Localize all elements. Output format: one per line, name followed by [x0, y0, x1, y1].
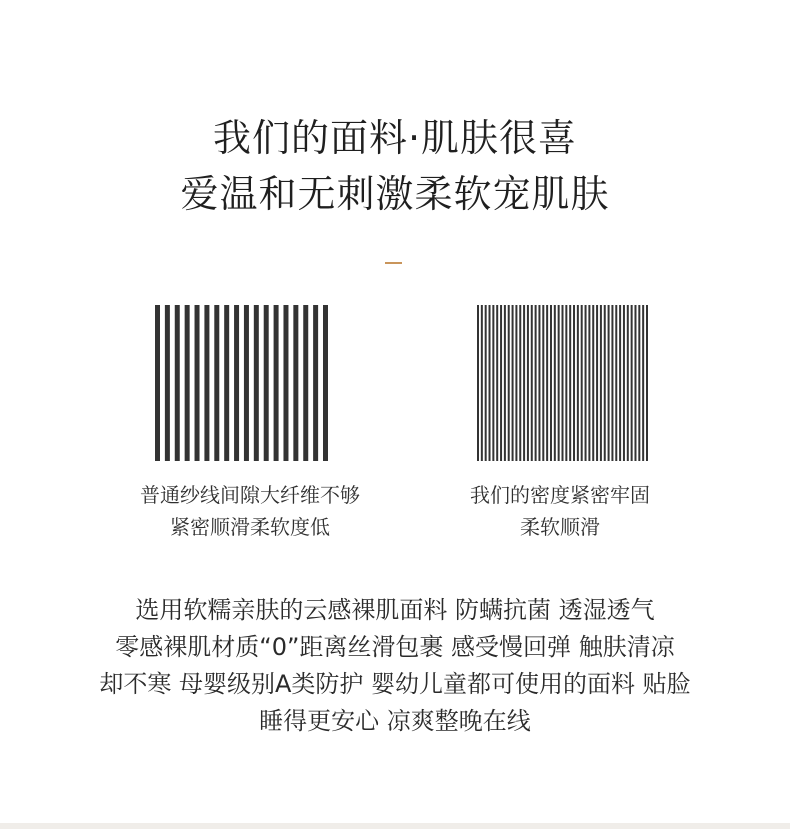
loose-weave-stripe [323, 305, 328, 461]
headline-line-2: 爱温和无刺激柔软宠肌肤 [180, 172, 610, 216]
dense-weave-stripe [485, 305, 487, 461]
loose-weave-stripe [313, 305, 318, 461]
loose-weave-stripe [175, 305, 180, 461]
description-line-3: 却不寒 母婴级别A类防护 婴幼儿童都可使用的面料 贴脸 [99, 670, 691, 698]
dense-weave-stripe [646, 305, 648, 461]
description-line-4: 睡得更安心 凉爽整晚在线 [259, 707, 531, 735]
dense-weave-stripe [527, 305, 529, 461]
dense-weave-stripe [600, 305, 602, 461]
dense-weave-stripe [569, 305, 571, 461]
dense-weave-stripe [638, 305, 640, 461]
bottom-divider-strip [0, 823, 790, 829]
loose-weave-stripe [264, 305, 269, 461]
dense-weave-stripe [554, 305, 556, 461]
dense-weave-stripe [477, 305, 479, 461]
loose-weave-stripe [224, 305, 229, 461]
loose-weave-stripe [274, 305, 279, 461]
dense-weave-stripe [523, 305, 525, 461]
dense-weave-stripe [565, 305, 567, 461]
dense-weave-stripe [634, 305, 636, 461]
loose-weave-stripe [155, 305, 160, 461]
loose-weave-caption-line-2: 紧密顺滑柔软度低 [170, 515, 330, 539]
dense-weave-stripe [535, 305, 537, 461]
dense-weave-stripe [577, 305, 579, 461]
dense-weave-stripe [592, 305, 594, 461]
dense-weave-caption-line-2: 柔软顺滑 [520, 515, 600, 539]
dense-weave-stripe [489, 305, 491, 461]
dense-weave-stripe [608, 305, 610, 461]
dense-weave-caption-line-1: 我们的密度紧密牢固 [470, 483, 650, 507]
dense-weave-stripes-icon [477, 305, 648, 461]
description-paragraph [0, 592, 790, 740]
dense-weave-stripe [508, 305, 510, 461]
dense-weave-stripe [642, 305, 644, 461]
loose-weave-stripe [185, 305, 190, 461]
dense-weave-stripe [604, 305, 606, 461]
dense-weave-stripe [596, 305, 598, 461]
dense-weave-stripe [496, 305, 498, 461]
loose-weave-stripe [244, 305, 249, 461]
dense-weave-stripe [515, 305, 517, 461]
loose-weave-stripe [303, 305, 308, 461]
accent-divider [385, 262, 402, 264]
headline-line-1: 我们的面料·肌肤很喜 [212, 116, 578, 160]
dense-weave-stripe [573, 305, 575, 461]
loose-weave-stripe [165, 305, 170, 461]
dense-weave-stripe [481, 305, 483, 461]
dense-weave-stripe [627, 305, 629, 461]
loose-weave-stripe [283, 305, 288, 461]
dense-weave-stripe [619, 305, 621, 461]
dense-weave-stripe [585, 305, 587, 461]
description-line-2: 零感裸肌材质“0”距离丝滑包裹 感受慢回弹 触肤清凉 [115, 633, 675, 661]
dense-weave-stripe [512, 305, 514, 461]
dense-weave-stripe [500, 305, 502, 461]
description-line-1: 选用软糯亲肤的云感裸肌面料 防螨抗菌 透湿透气 [135, 596, 655, 624]
dense-weave-stripe [504, 305, 506, 461]
dense-weave-caption [410, 479, 710, 543]
loose-weave-caption-line-1: 普通纱线间隙大纤维不够 [140, 483, 360, 507]
dense-weave-stripe [631, 305, 633, 461]
loose-weave-stripe [204, 305, 209, 461]
loose-weave-stripe [234, 305, 239, 461]
dense-weave-stripe [492, 305, 494, 461]
dense-weave-stripe [623, 305, 625, 461]
dense-weave-stripe [550, 305, 552, 461]
dense-weave-stripe [542, 305, 544, 461]
loose-weave-stripe [254, 305, 259, 461]
dense-weave-stripe [611, 305, 613, 461]
dense-weave-stripe [558, 305, 560, 461]
dense-weave-stripe [531, 305, 533, 461]
loose-weave-stripe [195, 305, 200, 461]
dense-weave-stripe [615, 305, 617, 461]
dense-weave-stripe [581, 305, 583, 461]
dense-weave-stripe [546, 305, 548, 461]
dense-weave-stripe [562, 305, 564, 461]
dense-weave-stripe [588, 305, 590, 461]
loose-weave-caption [100, 479, 400, 543]
loose-weave-stripe [214, 305, 219, 461]
dense-weave-stripe [519, 305, 521, 461]
loose-weave-stripe [293, 305, 298, 461]
loose-weave-stripes-icon [155, 305, 328, 461]
dense-weave-stripe [538, 305, 540, 461]
